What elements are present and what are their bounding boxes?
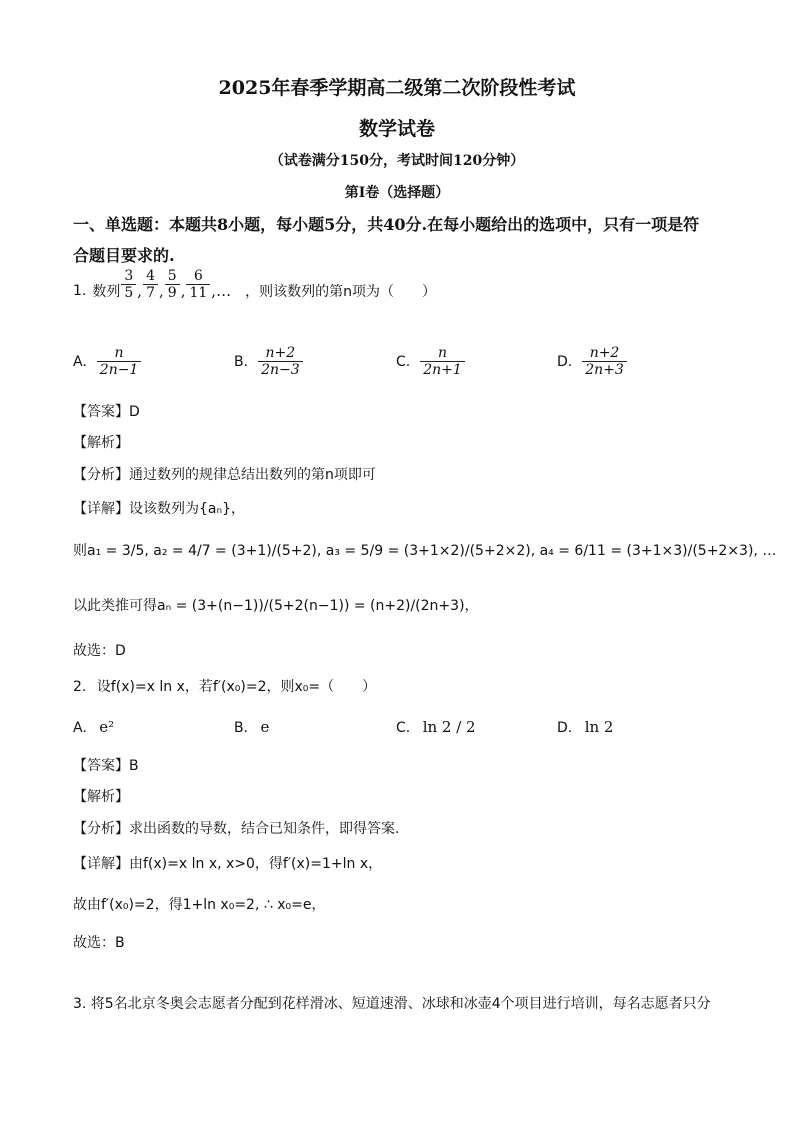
q1-seq-term-4: $\frac{6}{11}$ (186, 268, 210, 301)
q1-detail-2: 则a₁ = 3/5, a₂ = 4/7 = (3+1)/(5+2), a₃ = 5/9 = (3+1×2)/(5+2×2), a₄ = 6/11 = (3+1×3)/(5+2×3), … (73, 543, 777, 559)
q2-detail-2: 故由f′(x₀)=2，得1+ln x₀=2, ∴ x₀=e， (73, 897, 326, 913)
q1-seq-tail: ,… (211, 281, 232, 300)
q1-stem: 1. 数列 $\frac{3}{5}$ , $\frac{4}{7}$ , $\frac{5}{9}$ , $\frac{6}{11}$ ,… ，则该数列的第n项为（ ） (73, 268, 436, 302)
q2-analysis: 【分析】求出函数的导数，结合已知条件，即得答案. (73, 821, 400, 837)
q2-option-b[interactable]: B. e (234, 718, 270, 736)
subject-title: 数学试卷 (358, 118, 435, 140)
section-heading-line1: 一、单选题：本题共8小题，每小题5分，共40分.在每小题给出的选项中，只有一项是符 (73, 215, 700, 234)
volume-title: 第Ⅰ卷（选择题） (344, 185, 450, 201)
q1-detail-1: 【详解】设该数列为{aₙ}， (73, 501, 245, 517)
q1-detail-3: 以此类推可得aₙ = (3+(n−1))/(5+2(n−1)) = (n+2)/(2n+3)， (73, 598, 479, 614)
q1-seq-term-3: $\frac{5}{9}$ (165, 268, 180, 301)
q2-detail-1: 【详解】由f(x)=x ln x, x>0，得f′(x)=1+ln x， (73, 856, 383, 872)
q2-conclusion: 故选：B (73, 935, 125, 951)
q2-analysis-title: 【解析】 (73, 789, 129, 805)
q1-prefix: 数列 (92, 283, 121, 300)
q2-stem: 2. 设f(x)=x ln x，若f′(x₀)=2，则x₀=（ ） (73, 679, 377, 695)
q1-suffix: ，则该数列的第n项为（ ） (245, 283, 436, 300)
exam-title: 2025年春季学期高二级第二次阶段性考试 (218, 77, 576, 99)
q3-stem: 3. 将5名北京冬奥会志愿者分配到花样滑冰、短道速滑、冰球和冰壶4个项目进行培训，每名志愿者只分 (73, 996, 711, 1012)
exam-info: （试卷满分150分，考试时间120分钟） (269, 153, 525, 169)
q2-option-c[interactable]: C. ln 2 / 2 (396, 718, 476, 736)
q1-option-a[interactable]: A. $\frac{n}{2n-1}$ (73, 345, 142, 378)
q1-analysis: 【分析】通过数列的规律总结出数列的第n项即可 (73, 467, 376, 483)
q1-analysis-title: 【解析】 (73, 435, 129, 451)
q2-option-a[interactable]: A. e² (73, 718, 115, 736)
q1-number: 1. (73, 282, 87, 299)
q1-option-c[interactable]: C. $\frac{n}{2n+1}$ (396, 345, 466, 378)
q2-option-d[interactable]: D. ln 2 (557, 718, 614, 736)
q1-answer: 【答案】D (73, 404, 140, 420)
q1-seq-term-1: $\frac{3}{5}$ (121, 268, 136, 301)
q1-seq-term-2: $\frac{4}{7}$ (143, 268, 158, 301)
q2-answer: 【答案】B (73, 758, 139, 774)
section-heading-line2: 合题目要求的. (73, 246, 175, 265)
q1-conclusion: 故选：D (73, 643, 126, 659)
q1-option-d[interactable]: D. $\frac{n+2}{2n+3}$ (557, 345, 628, 378)
q1-option-b[interactable]: B. $\frac{n+2}{2n-3}$ (234, 345, 304, 378)
